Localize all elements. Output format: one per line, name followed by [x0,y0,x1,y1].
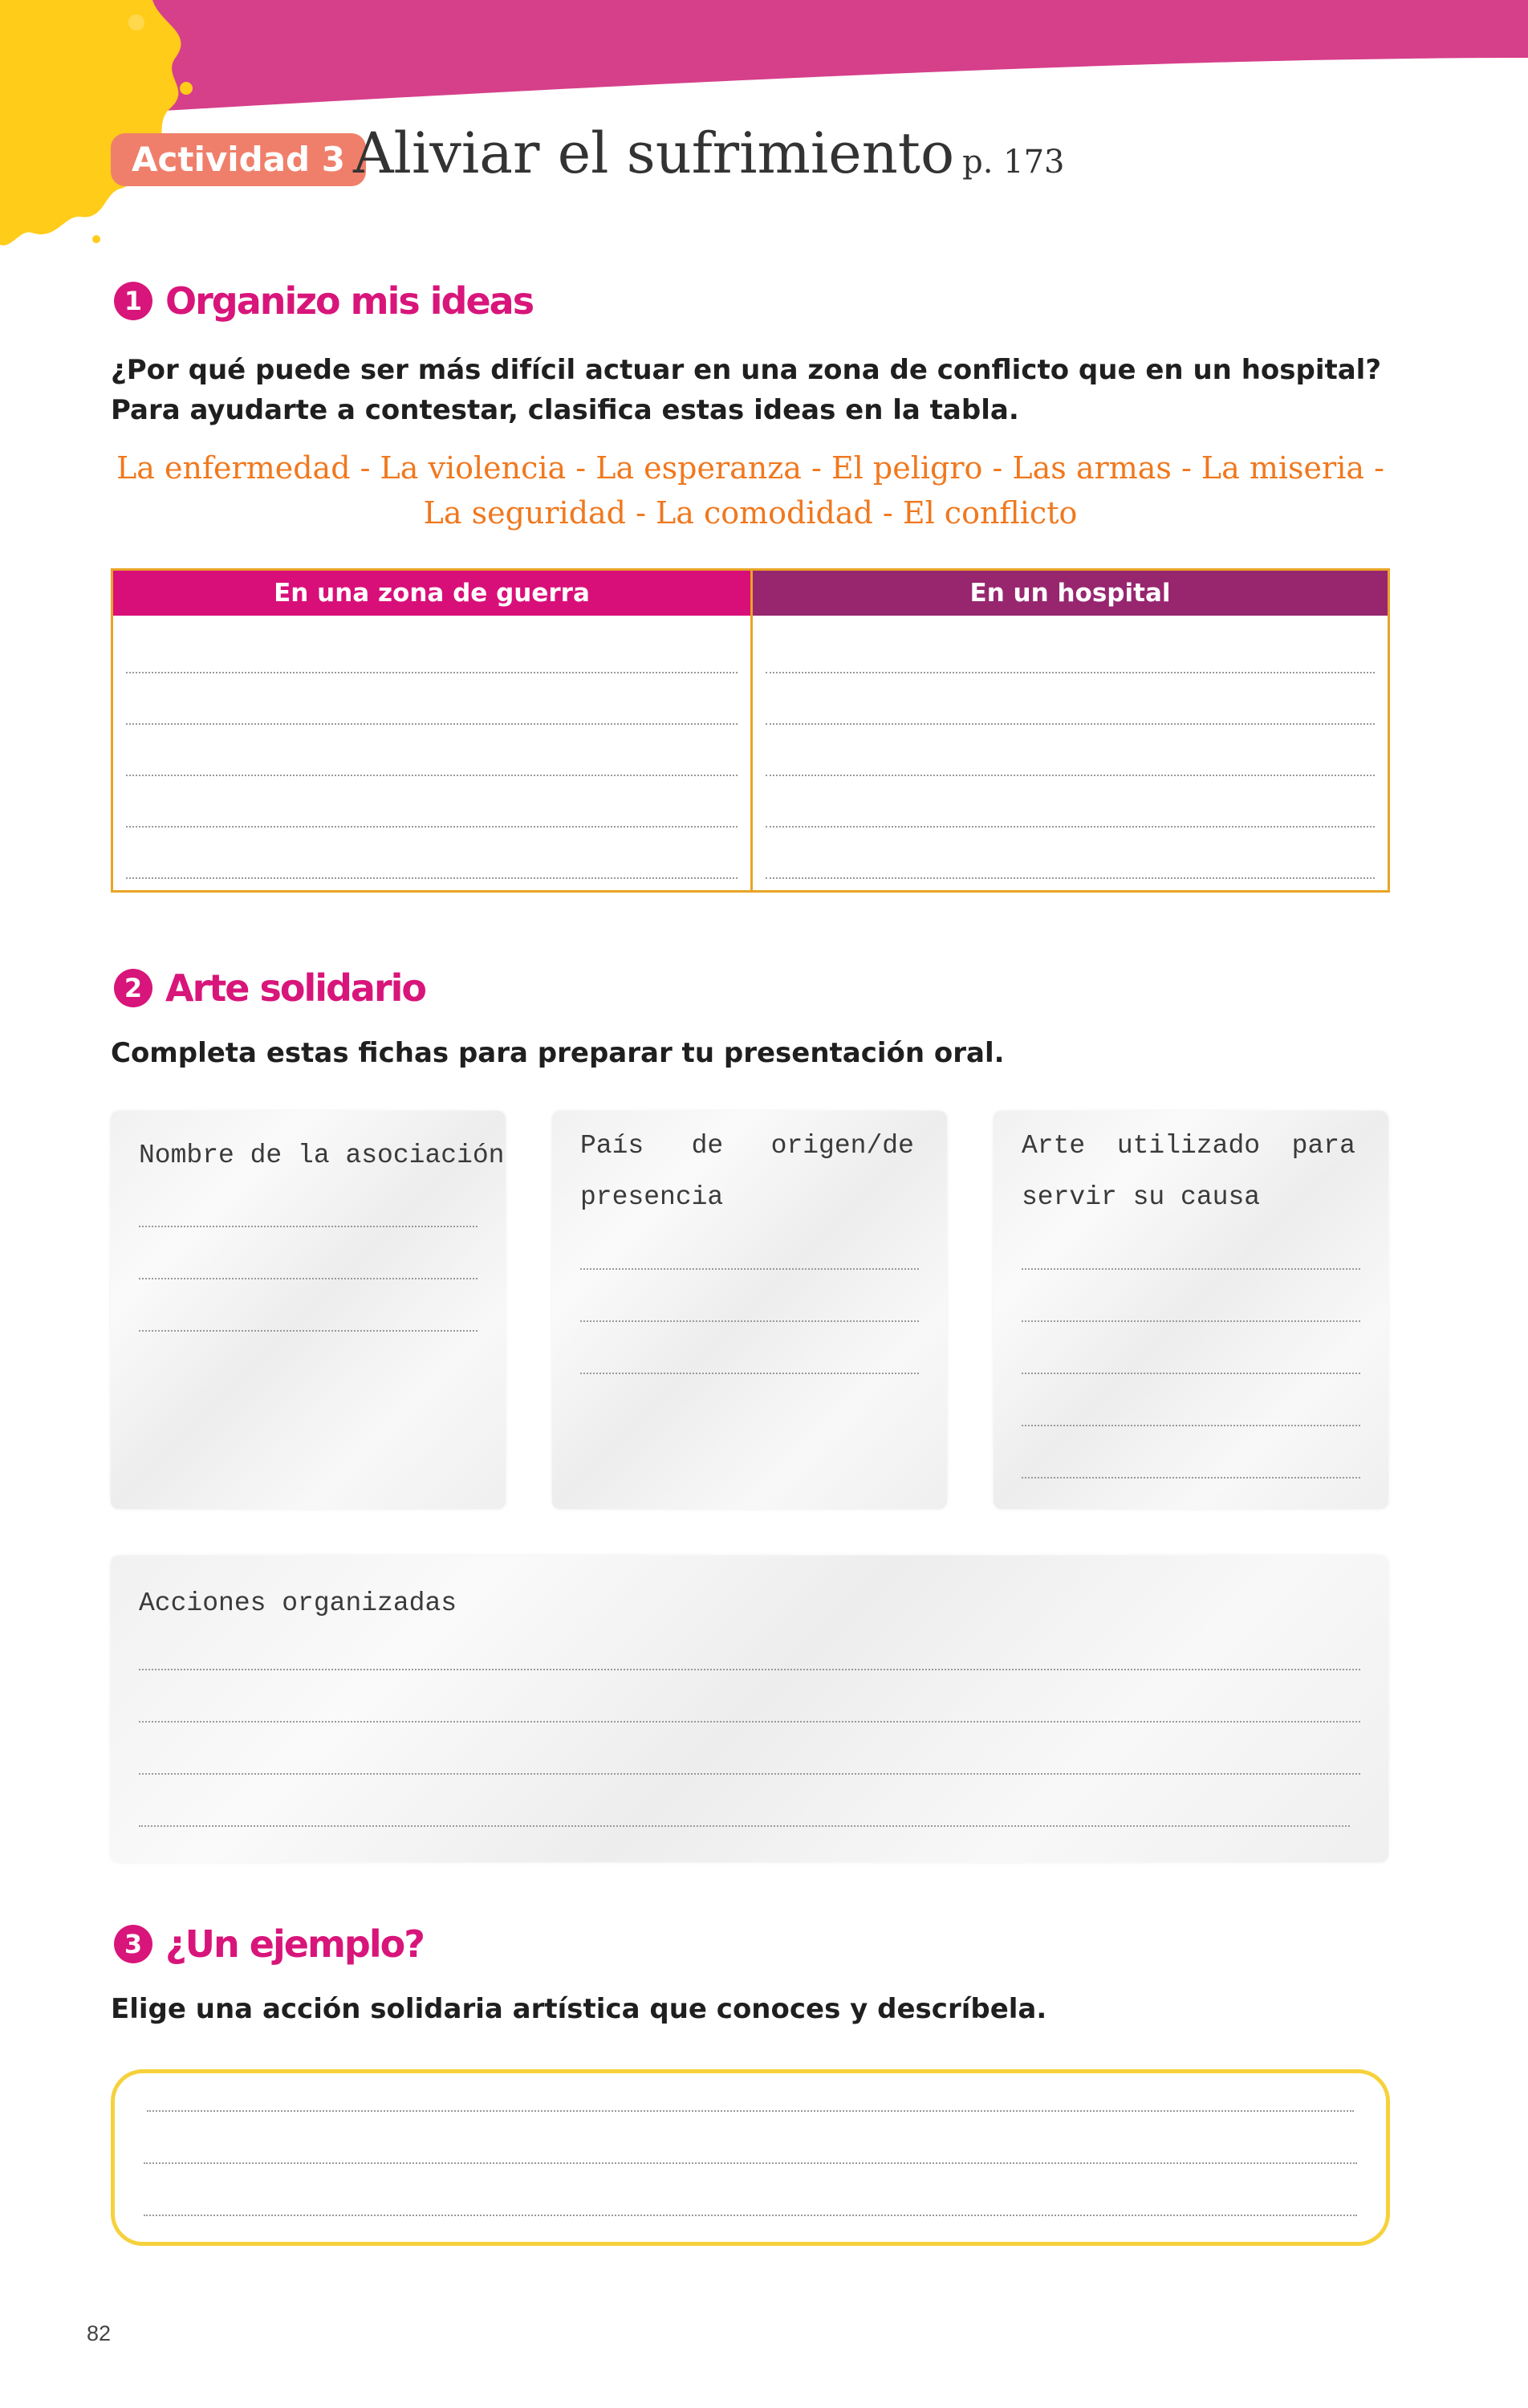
section-3-number-badge: 3 [114,1925,152,1963]
answer-line[interactable] [1022,1373,1360,1374]
card-art-used-label-line-1: Arte utilizado para [1022,1131,1355,1161]
classification-table [111,568,1390,893]
answer-line[interactable] [139,1825,1350,1827]
answer-line[interactable] [147,2110,1354,2112]
section-1-number-badge: 1 [114,282,152,320]
answer-line[interactable] [126,672,738,673]
answer-line[interactable] [766,877,1375,879]
card-art-used-label-line-2: servir su causa [1022,1182,1261,1212]
answer-line[interactable] [139,1278,478,1279]
answer-line[interactable] [766,723,1375,725]
header-band [0,0,1528,128]
answer-line[interactable] [580,1373,919,1374]
answer-line[interactable] [144,2162,1357,2164]
word-bank [111,445,1390,535]
answer-line[interactable] [126,775,738,776]
answer-line[interactable] [580,1320,919,1322]
answer-line[interactable] [766,775,1375,776]
page-reference: p. 173 [962,144,1065,181]
answer-line[interactable] [139,1669,1360,1670]
answer-line[interactable] [1022,1477,1360,1479]
word-bank-line-1: La enfermedad - La violencia - La esperanza - El peligro - Las armas - La miseria - [116,450,1384,486]
section-2-title: Arte solidario [165,966,426,1010]
section-3-title: ¿Un ejemplo? [165,1922,424,1966]
card-actions-label: Acciones organizadas [139,1588,457,1618]
card-association-name-label: Nombre de la asociación [139,1141,505,1170]
answer-line[interactable] [126,877,738,879]
answer-line[interactable] [139,1226,478,1227]
answer-line[interactable] [126,723,738,725]
word-bank-line-2: La seguridad - La comodidad - El conflicto [423,495,1078,531]
section-2-heading [114,966,425,1010]
answer-line[interactable] [139,1330,478,1332]
section-2-instruction: Completa estas fichas para preparar tu presentación oral. [111,1037,1005,1069]
section-2-number-badge: 2 [114,969,152,1007]
table-header-war-zone: En una zona de guerra [113,571,750,616]
answer-line[interactable] [144,2215,1357,2216]
section-3-heading [114,1922,424,1966]
answer-line[interactable] [126,826,738,828]
card-association-name [111,1111,506,1509]
card-art-used [994,1111,1388,1509]
example-answer-box[interactable] [111,2069,1390,2246]
answer-line[interactable] [1022,1268,1360,1270]
answer-line[interactable] [1022,1320,1360,1322]
section-3-instruction: Elige una acción solidaria artística que conoces y descríbela. [111,1993,1047,2025]
page-title [353,120,1064,186]
activity-badge: Actividad 3 [111,133,366,186]
section-1-heading [114,279,533,323]
answer-line[interactable] [766,826,1375,828]
answer-line[interactable] [766,672,1375,673]
answer-line[interactable] [139,1721,1360,1723]
section-1-instruction-line-2: Para ayudarte a contestar, clasifica estas ideas en la tabla. [111,394,1019,426]
answer-line[interactable] [1022,1425,1360,1426]
table-header-hospital: En un hospital [753,571,1388,616]
answer-line[interactable] [580,1268,919,1270]
card-actions [111,1556,1388,1862]
page-number: 82 [87,2321,112,2345]
answer-line[interactable] [139,1773,1360,1775]
card-country [552,1111,947,1509]
section-1-instruction-line-1: ¿Por qué puede ser más difícil actuar en una zona de conflicto que en un hospital? [111,354,1382,386]
table-column-war-zone [113,571,750,890]
table-column-hospital [750,571,1388,890]
page-title-text: Aliviar el sufrimiento [353,120,955,186]
card-country-label-line-1: País de origen/de [580,1131,914,1161]
card-country-label-line-2: presencia [580,1182,724,1212]
paint-splash-decoration [0,0,209,257]
section-1-title: Organizo mis ideas [165,279,534,323]
